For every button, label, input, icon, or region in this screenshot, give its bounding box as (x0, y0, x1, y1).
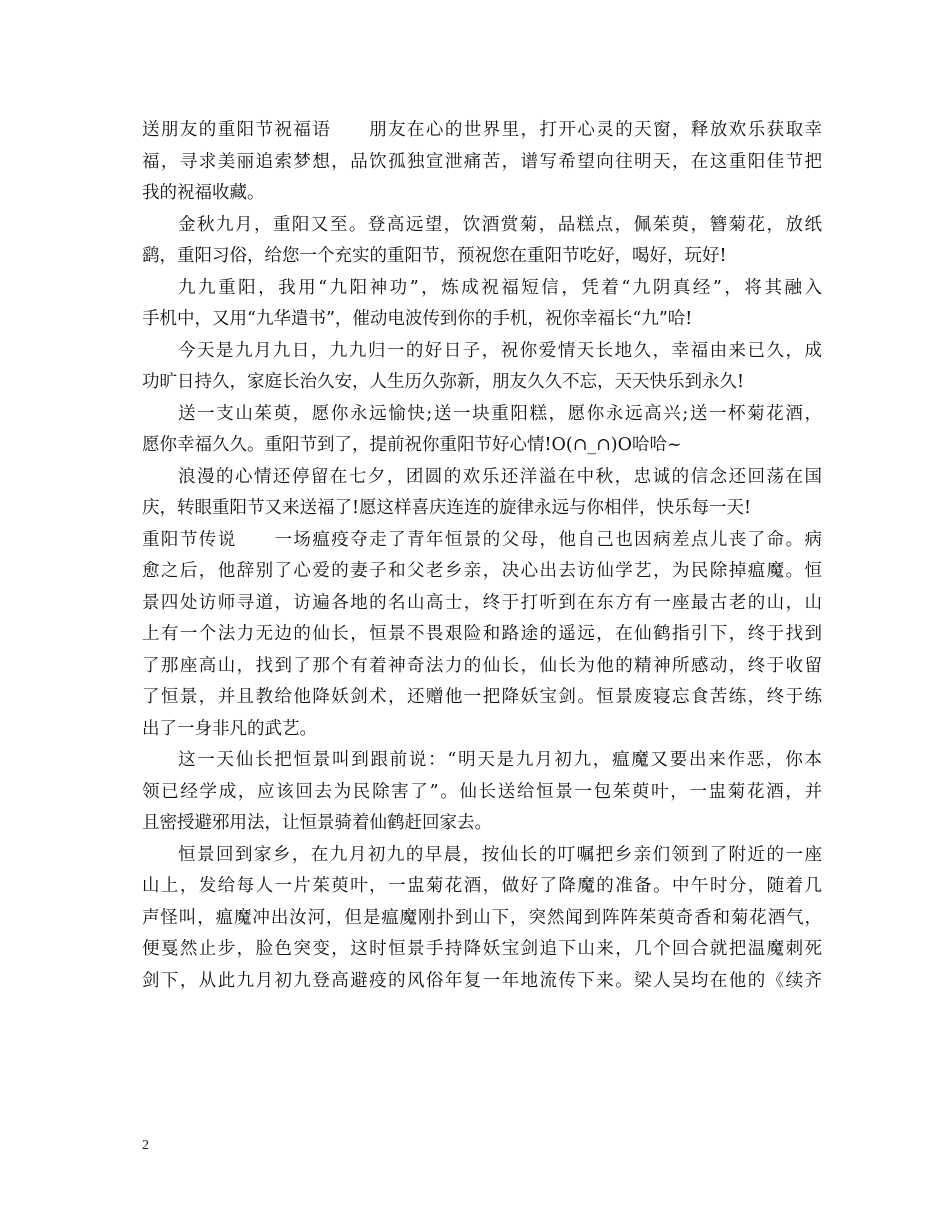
document-page (142, 115, 822, 997)
text-line: 重阳节传说 一场瘟疫夺走了青年恒景的父母，他自己也因病差点儿丧了命。病 (142, 529, 822, 550)
text-line: 了恒景，并且教给他降妖剑术，还赠他一把降妖宝剑。恒景废寝忘食苦练，终于练 (142, 687, 822, 707)
text-line: 九九重阳，我用“九阳神功”，炼成祝福短信，凭着“九阴真经”，将其融入 (178, 277, 822, 298)
text-line: 出了一身非凡的武艺。 (142, 718, 317, 739)
text-line: 我的祝福收藏。 (142, 183, 265, 203)
text-line: 庆，转眼重阳节又来送福了!愿这样喜庆连连的旋律永远与你相伴，快乐每一天! (142, 498, 752, 518)
page-number: 2 (142, 1138, 149, 1153)
text-line: 手机中，又用“九华遣书”，催动电波传到你的手机，祝你幸福长“九”哈! (142, 309, 693, 329)
text-line: 愈之后，他辞别了心爱的妻子和父老乡亲，决心出去访仙学艺，为民除掉瘟魔。恒 (142, 561, 822, 581)
text-line: 声怪叫，瘟魔冲出汝河，但是瘟魔刚扑到山下，突然闻到阵阵茱萸奇香和菊花酒气， (142, 907, 822, 928)
text-line: 鹞，重阳习俗，给您一个充实的重阳节，预祝您在重阳节吃好，喝好，玩好! (142, 246, 727, 266)
text-line: 山上，发给每人一片茱萸叶，一盅菊花酒，做好了降魔的准备。中午时分，随着几 (142, 876, 822, 896)
text-line: 今天是九月九日，九九归一的好日子，祝你爱情天长地久，幸福由来已久，成 (178, 340, 822, 361)
text-line: 送一支山茱萸，愿你永远愉快;送一块重阳糕，愿你永远高兴;送一杯菊花酒， (178, 403, 822, 424)
text-line: 了那座高山，找到了那个有着神奇法力的仙长，仙长为他的精神所感动，终于收留 (142, 655, 822, 676)
text-line: 这一天仙长把恒景叫到跟前说：“明天是九月初九，瘟魔又要出来作恶，你本 (178, 750, 822, 770)
text-line: 景四处访师寻道，访遍各地的名山高士，终于打听到在东方有一座最古老的山，山 (142, 592, 822, 613)
text-line: 功旷日持久，家庭长治久安，人生历久弥新，朋友久久不忘，天天快乐到永久! (142, 372, 745, 392)
text-line: 浪漫的心情还停留在七夕，团圆的欢乐还洋溢在中秋，忠诚的信念还回荡在国 (178, 466, 822, 487)
text-line: 上有一个法力无边的仙长，恒景不畏艰险和路途的遥远，在仙鹤指引下，终于找到 (142, 624, 822, 644)
text-line: 且密授避邪用法，让恒景骑着仙鹤赶回家去。 (142, 813, 492, 833)
text-line: 恒景回到家乡，在九月初九的早晨，按仙长的叮嘱把乡亲们领到了附近的一座 (178, 844, 822, 865)
text-line: 便戛然止步，脸色突变，这时恒景手持降妖宝剑追下山来，几个回合就把温魔刺死 (142, 939, 822, 959)
text-line: 领已经学成，应该回去为民除害了”。仙长送给恒景一包茱萸叶，一盅菊花酒，并 (142, 781, 822, 802)
text-line: 送朋友的重阳节祝福语 朋友在心的世界里，打开心灵的天窗，释放欢乐获取幸 (142, 120, 822, 140)
text-line: 金秋九月，重阳又至。登高远望，饮酒赏菊，品糕点，佩茱萸，簪菊花，放纸 (178, 214, 822, 235)
text-line: 剑下，从此九月初九登高避疫的风俗年复一年地流传下来。梁人吴均在他的《续齐 (142, 970, 822, 991)
text-line: 福，寻求美丽追索梦想，品饮孤独宣泄痛苦，谱写希望向往明天，在这重阳佳节把 (142, 151, 822, 172)
text-line: 愿你幸福久久。重阳节到了，提前祝你重阳节好心情!O(∩_∩)O哈哈~ (142, 435, 682, 455)
